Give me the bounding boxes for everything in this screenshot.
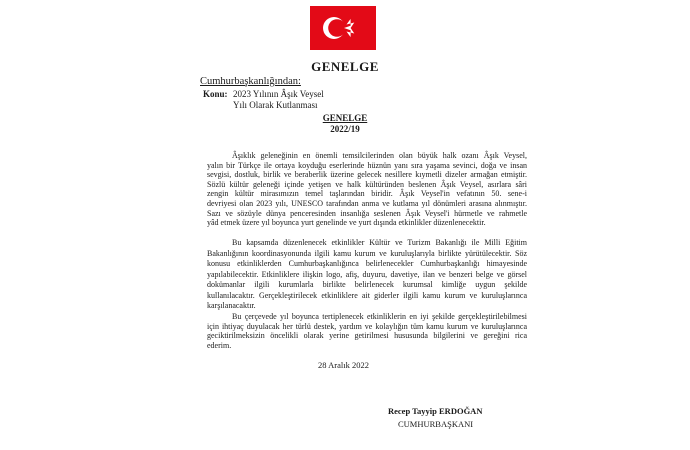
paragraph-line: Bakanlığının koordinasyonunda ilgili kamu kurum ve kuruluşlarıyla birlikte yürütülecektir. Söz	[207, 248, 527, 258]
subject-line: Yılı Olarak Kutlanması	[233, 100, 318, 110]
paragraph-line: zengin kültür mirasımızın temel taşlarından biridir. Âşık Veysel'in vefatının 50. sene-i	[207, 189, 527, 199]
paragraph-line: devriyesi olan 2023 yılı, UNESCO tarafından anma ve kutlama yıl dönümleri arasına alınmıştır.	[207, 199, 527, 208]
paragraph-line: için ihtiyaç duyulacak her türlü destek, yardım ve kolaylığın tüm kamu kurum ve kuruluşlarınca	[207, 321, 527, 331]
paragraph-line: Sözlü kültür geleneği içinde yetişen ve halk kültüründen beslenen Âşık Veysel, asırlara sâri	[207, 179, 527, 189]
paragraph-line: dokümanlar ilgili kurumlarla birlikte belirlenecek kurumsal kimliğe uygun şekilde	[207, 280, 527, 289]
paragraph-line: yapılabilecektir. Etkinliklere ilişkin logo, afiş, duyuru, davetiye, ilan ve benzeri belge ve görsel	[207, 269, 527, 279]
paragraph-line: Sazı ve sözüyle dünya penceresinden insanlığa seslenen Âşık Veysel'i hürmetle ve rahmetle	[207, 208, 527, 218]
subject-label: Konu:	[203, 89, 228, 99]
paragraph-line: Âşıklık geleneğinin en önemli temsilcilerinden olan büyük halk ozanı Âşık Veysel,	[232, 151, 527, 160]
signatory-title: CUMHURBAŞKANI	[398, 419, 474, 429]
paragraph-line: konusu etkinliklerden Cumhurbaşkanlığınca belirlenecekler Cumhurbaşkanlığı himayesinde	[207, 259, 527, 268]
circular-title: GENELGE	[322, 113, 368, 123]
paragraph-line: Bu kapsamda düzenlenecek etkinlikler Kültür ve Turizm Bakanlığı ile Milli Eğitim	[232, 238, 527, 247]
paragraph-line: karşılanacaktır.	[207, 301, 256, 310]
issuer: Cumhurbaşkanlığından:	[200, 76, 301, 87]
turkish-flag-icon	[310, 6, 376, 50]
paragraph-line: sevgisi, dostluk, birlik ve beraberlik üzerine gelecek nesillere kıymetli dizeler armağan etmiştir.	[207, 170, 527, 180]
paragraph-line: geciktirilmeksizin öncelikli olarak yerine getirilmesi hususunda bilgilerini ve gereğini rica	[207, 331, 527, 341]
paragraph-line: yalın bir Türkçe ile ortaya koyduğu eserlerinde hüznün yanı sıra yaşama sevinci, doğa ve insan	[207, 160, 527, 170]
document-title: GENELGE	[311, 59, 379, 74]
document-date: 28 Aralık 2022	[318, 360, 369, 370]
circular-number: 2022/19	[330, 124, 360, 134]
paragraph-line: kullanılacaktır. Gerçekleştirilecek etkinliklere ait giderler ilgili kamu kurum ve kuruluşlarınca	[207, 290, 527, 300]
paragraph-line: yâd etmek üzere yıl boyunca yurt genelinde ve yurt dışında etkinlikler düzenlenecektir.	[207, 218, 486, 228]
subject-line: 2023 Yılının Âşık Veysel	[233, 89, 324, 99]
paragraph-line: Bu çerçevede yıl boyunca tertiplenecek etkinliklerin en iyi şekilde gerçekleştirilebilmesi	[232, 312, 527, 321]
paragraph-line: ederim.	[207, 340, 232, 350]
signatory-name: Recep Tayyip ERDOĞAN	[388, 406, 483, 416]
